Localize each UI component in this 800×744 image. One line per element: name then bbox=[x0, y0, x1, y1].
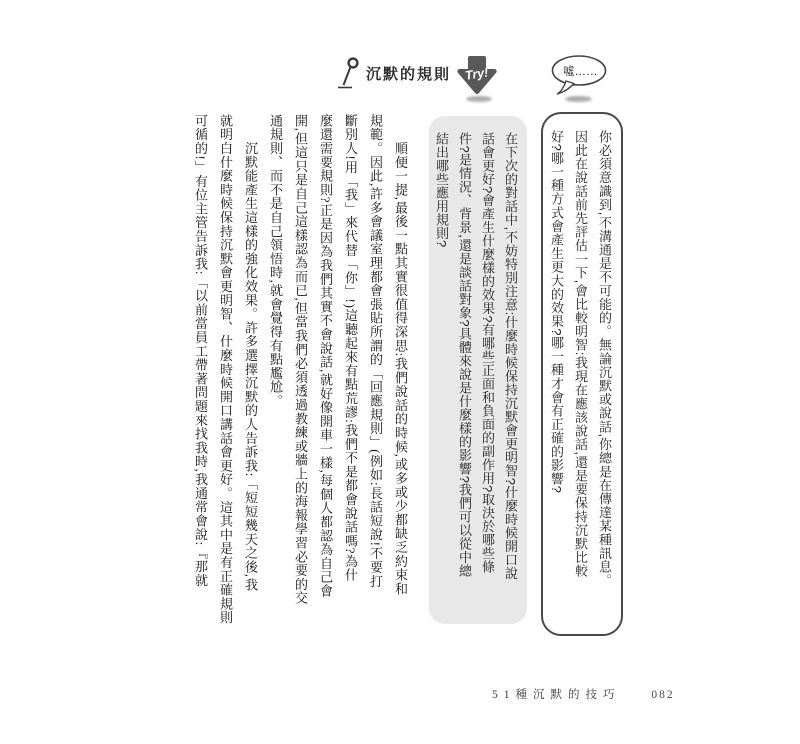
footer-page-number: 082 bbox=[651, 689, 675, 701]
shh-speech-bubble bbox=[550, 54, 608, 98]
exercise-box-text bbox=[432, 132, 522, 610]
body-line: 就明白什麼時候保持沉默會更明智、什麼時候開口講話會更好。這其中是有正確規則 bbox=[218, 114, 233, 625]
exercise-line: 話會更好?會產生什麼樣的效果?有哪些正面和負面的副作用?取決於哪些條 bbox=[480, 132, 495, 574]
quote-line: 好?哪一種方式會產生更大的效果?哪一種才會有正確的影響? bbox=[549, 130, 564, 494]
body-line: 開,但這只是自己這樣認為而已,但當我們必須透過教練或牆上的海報學習必要的交 bbox=[293, 114, 308, 606]
body-line: 麼還需要規則?正是因為我們其實不會說話,就好像開車一樣,每個人都認為自己會 bbox=[318, 114, 333, 598]
bubble-label: 噓…… bbox=[563, 66, 598, 78]
quote-line: 因此在說話前先評估一下,會比較明智:我現在應該說話,還是要保持沉默比較 bbox=[573, 130, 588, 578]
try-arrow-icon bbox=[455, 54, 499, 96]
footer-book-title: 51種沉默的技巧 bbox=[492, 689, 621, 701]
arrow-shadow bbox=[466, 96, 492, 102]
exercise-line: 件?是情況、背景,還是談話對象?具體來說是什麼樣的影響?我們可以從中總 bbox=[457, 132, 472, 578]
body-line: 沉默能產生這樣的強化效果。許多選擇沉默的人告訴我:「短短幾天之後,我 bbox=[243, 114, 258, 592]
pushpin-icon bbox=[336, 56, 364, 94]
quote-box-text bbox=[545, 130, 616, 620]
chapter-header bbox=[336, 56, 452, 94]
quote-line: 你必須意識到,不溝通是不可能的。無論沉默或說話,你總是在傳達某種訊息。 bbox=[597, 130, 612, 588]
body-text bbox=[186, 114, 413, 630]
quote-box bbox=[541, 112, 623, 636]
exercise-box bbox=[429, 116, 527, 624]
exercise-line: 結出哪些應用規則? bbox=[434, 132, 449, 248]
body-line: 規範。因此,許多會議室理都會張貼所謂的「回應規則」(例如:長話短說!不要打 bbox=[368, 114, 383, 589]
page-footer bbox=[492, 686, 675, 702]
body-line: 順便一提,最後一點其實很值得深思:我們說話的時候,或多或少都缺乏約束和 bbox=[393, 114, 408, 596]
body-line: 斷別人!用「我」來代替「你」!)這聽起來有點荒謬:我們不是都會說話嗎?為什 bbox=[343, 114, 358, 582]
try-arrow-label: Try! bbox=[464, 65, 490, 83]
bubble-shadow bbox=[565, 96, 592, 102]
body-line: 可循的!」有位主管告訴我:「以前當員工帶著問題來找我時,我通常會說:『那就 bbox=[193, 114, 208, 588]
chapter-title: 沉默的規則 bbox=[366, 66, 452, 83]
body-line: 通規則、而不是自己領悟時,就會覺得有點尷尬。 bbox=[268, 114, 283, 408]
exercise-line: 在下次的對話中,不妨特別注意:什麼時候保持沉默會更明智?什麼時候開口說 bbox=[503, 132, 518, 580]
